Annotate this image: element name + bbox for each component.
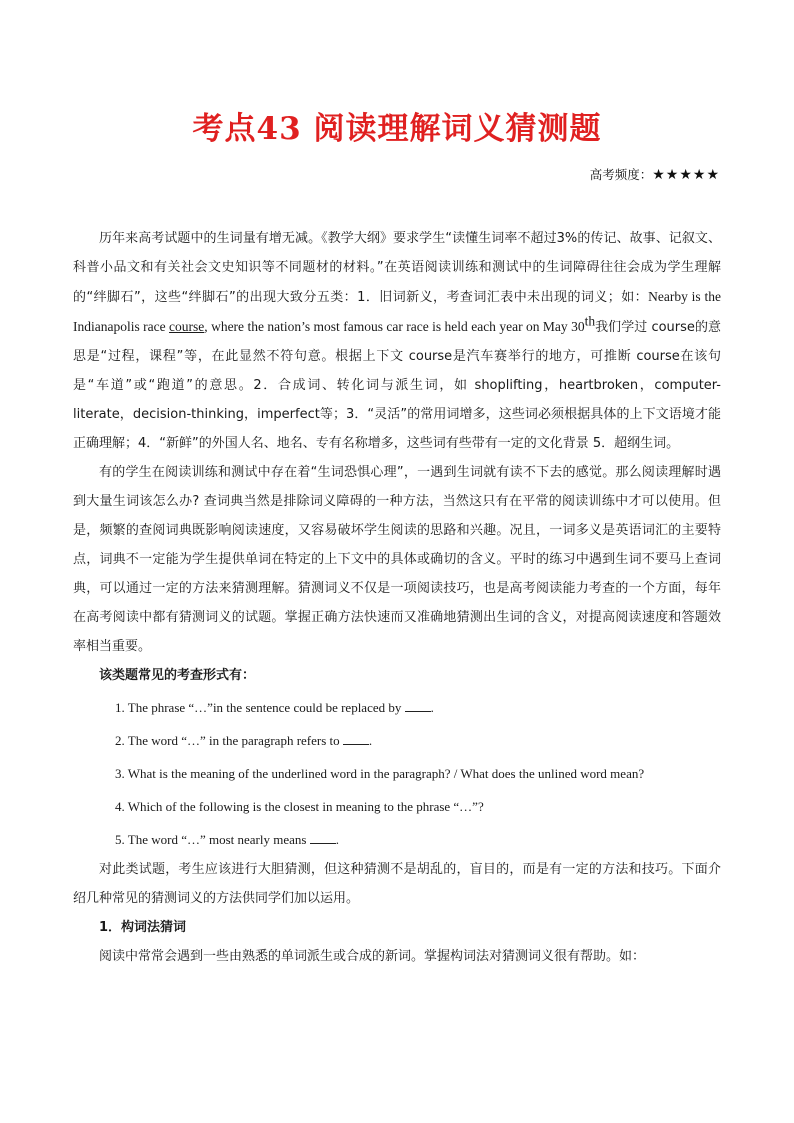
section-heading-word-formation: 1．构词法猜词 — [99, 920, 187, 935]
intro-text-continued: 我们学过 course的意思是“过程，课程”等，在此显然不符句意。根据上下文 course是汽车赛举行的地方，可推断 course在该句是“车道”或“跑道”的意思。2．合成词、转化词与派生词，如 shoplifting，heartbroken，computer-literate，decision-thinking，imperfect等；3．“灵活”的常用词增多，这些词必须根据具体的上下文语境才能正确理解；4．“新鲜”的外国人名、地名、专有名称增多，这些词有些带有一定的文化背景 5．超纲生词。 — [73, 320, 721, 451]
question-item: 1. The phrase “…”in the sentence could be replaced by . — [115, 700, 434, 715]
paragraph-strategy: 有的学生在阅读训练和测试中存在着“生词恐惧心理”，一遇到生词就有读不下去的感觉。那么阅读理解时遇到大量生词该怎么办? 查词典当然是排除词义障碍的一种方法，当然这只有在平常的阅读训练中才可以使用。但是，频繁的查阅词典既影响阅读速度，又容易破坏学生阅读的思路和兴趣。况且，一词多义是英语词汇的主要特点，词典不一定能为学生提供单词在特定的上下文中的具体或确切的含义。平时的练习中遇到生词不要马上查词典，可以通过一定的方法来猜测理解。猜测词义不仅是一项阅读技巧，也是高考阅读能力考查的一个方面，每年在高考阅读中都有猜测词义的试题。掌握正确方法快速而又准确地猜测出生词的含义，对提高阅读速度和答题效率相当重要。 — [73, 465, 721, 654]
paragraph-approach: 对此类试题，考生应该进行大胆猜测，但这种猜测不是胡乱的，盲目的，而是有一定的方法和技巧。下面介绍几种常见的猜测词义的方法供同学们加以运用。 — [73, 862, 721, 906]
answer-blank — [405, 701, 431, 712]
underlined-word: course — [169, 319, 205, 334]
paragraph-intro — [73, 224, 721, 458]
exam-frequency — [590, 165, 720, 183]
page-title: 考点43 阅读理解词义猜测题 — [192, 111, 602, 147]
question-item: 3. What is the meaning of the underlined word in the paragraph? / What does the unlined word mean? — [115, 766, 645, 781]
question-item: 2. The word “…” in the paragraph refers to . — [115, 733, 373, 748]
question-item: 5. The word “…” most nearly means . — [115, 832, 339, 847]
question-list — [73, 692, 721, 855]
forms-heading: 该类题常见的考查形式有： — [99, 668, 256, 683]
question-item: 4. Which of the following is the closest in meaning to the phrase “…”? — [115, 799, 484, 814]
answer-blank — [343, 734, 369, 745]
answer-blank — [310, 833, 336, 844]
paragraph-word-formation: 阅读中常常会遇到一些由熟悉的单词派生或合成的新词。掌握构词法对猜测词义很有帮助。如： — [99, 949, 646, 964]
document-body — [73, 224, 721, 971]
frequency-stars: ★★★★★ — [652, 167, 720, 183]
example-sentence-end: , where the nation’s most famous car race is held each year on May 30 — [204, 319, 585, 334]
intro-text: 历年来高考试题中的生词量有增无减。《教学大纲》要求学生“读懂生词率不超过3%的传记、故事、记叙文、科普小品文和有关社会文史知识等不同题材的材料。”在英语阅读训练和测试中的生词障碍往往会成为学生理解的“绊脚石”，这些“绊脚石”的出现大致分五类：1．旧词新义，考查词汇表中未出现的词义；如： — [73, 231, 721, 305]
frequency-label: 高考频度： — [589, 167, 653, 182]
example-sentence-start: Nearby is the Indianapolis race — [73, 289, 721, 334]
ordinal-suffix: th — [584, 313, 596, 329]
